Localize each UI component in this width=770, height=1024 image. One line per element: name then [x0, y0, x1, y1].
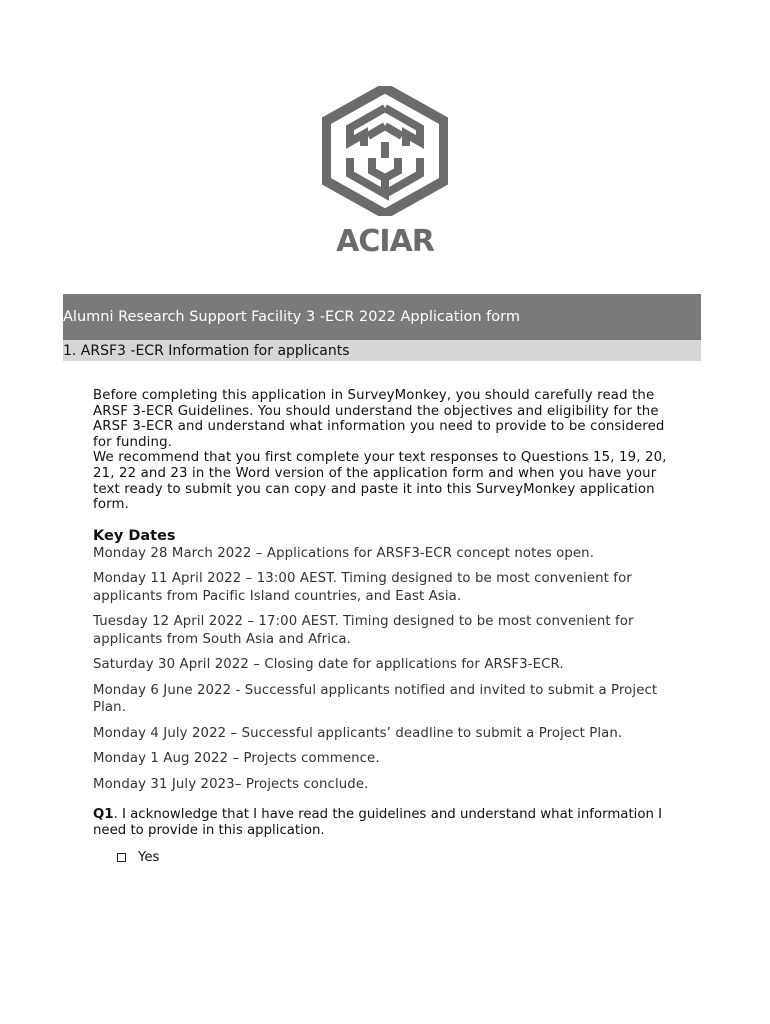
question-1 [93, 807, 683, 839]
key-date-item: Monday 6 June 2022 - Successful applicants notified and invited to submit a Project Plan. [93, 682, 658, 716]
intro-paragraph-2: We recommend that you first complete your text responses to Questions 15, 19, 20, 21, 22 and 23 in the Word version of the application form and when you have your text ready to submit you can copy and paste it into this SurveyMonkey application form. [93, 450, 667, 513]
key-date-item: Monday 11 April 2022 – 13:00 AEST. Timing designed to be most convenient for applicants from Pacific Island countries, and East Asia. [93, 571, 632, 604]
section-title-bar [63, 340, 701, 361]
key-date-item: Saturday 30 April 2022 – Closing date for applications for ARSF3-ECR. [93, 657, 564, 673]
intro-paragraph-1: Before completing this application in SurveyMonkey, you should carefully read the ARSF 3-ECR Guidelines. You should understand the objectives and eligibility for the ARSF 3-ECR and understand what information you need to provide to be considered for funding. [93, 388, 665, 450]
question-1-label: Q1 [93, 807, 114, 823]
question-1-text: . I acknowledge that I have read the guidelines and understand what information I need to provide in this application. [93, 807, 663, 839]
aciar-hexagon-logo-icon [322, 86, 448, 216]
form-title: Alumni Research Support Facility 3 -ECR 2022 Application form [63, 309, 520, 325]
q1-option-yes[interactable] [117, 850, 683, 865]
aciar-logo [322, 86, 448, 258]
key-date-item: Monday 28 March 2022 – Applications for ARSF3-ECR concept notes open. [93, 545, 595, 561]
key-date-item: Monday 4 July 2022 – Successful applicants’ deadline to submit a Project Plan. [93, 725, 623, 741]
key-date-item: Monday 1 Aug 2022 – Projects commence. [93, 751, 380, 767]
key-dates-list [93, 545, 683, 794]
checkbox-icon[interactable] [117, 853, 126, 862]
logo-wordmark: ACIAR [336, 224, 434, 259]
key-date-item: Tuesday 12 April 2022 – 17:00 AEST. Timing designed to be most convenient for applicants from South Asia and Africa. [93, 614, 634, 647]
section-title: 1. ARSF3 -ECR Information for applicants [63, 342, 350, 359]
key-dates-heading: Key Dates [93, 527, 176, 544]
key-date-item: Monday 31 July 2023– Projects conclude. [93, 776, 369, 792]
intro-text [93, 388, 683, 513]
page-content [93, 388, 683, 865]
q1-option-yes-label: Yes [138, 850, 160, 866]
form-title-bar [63, 294, 701, 340]
